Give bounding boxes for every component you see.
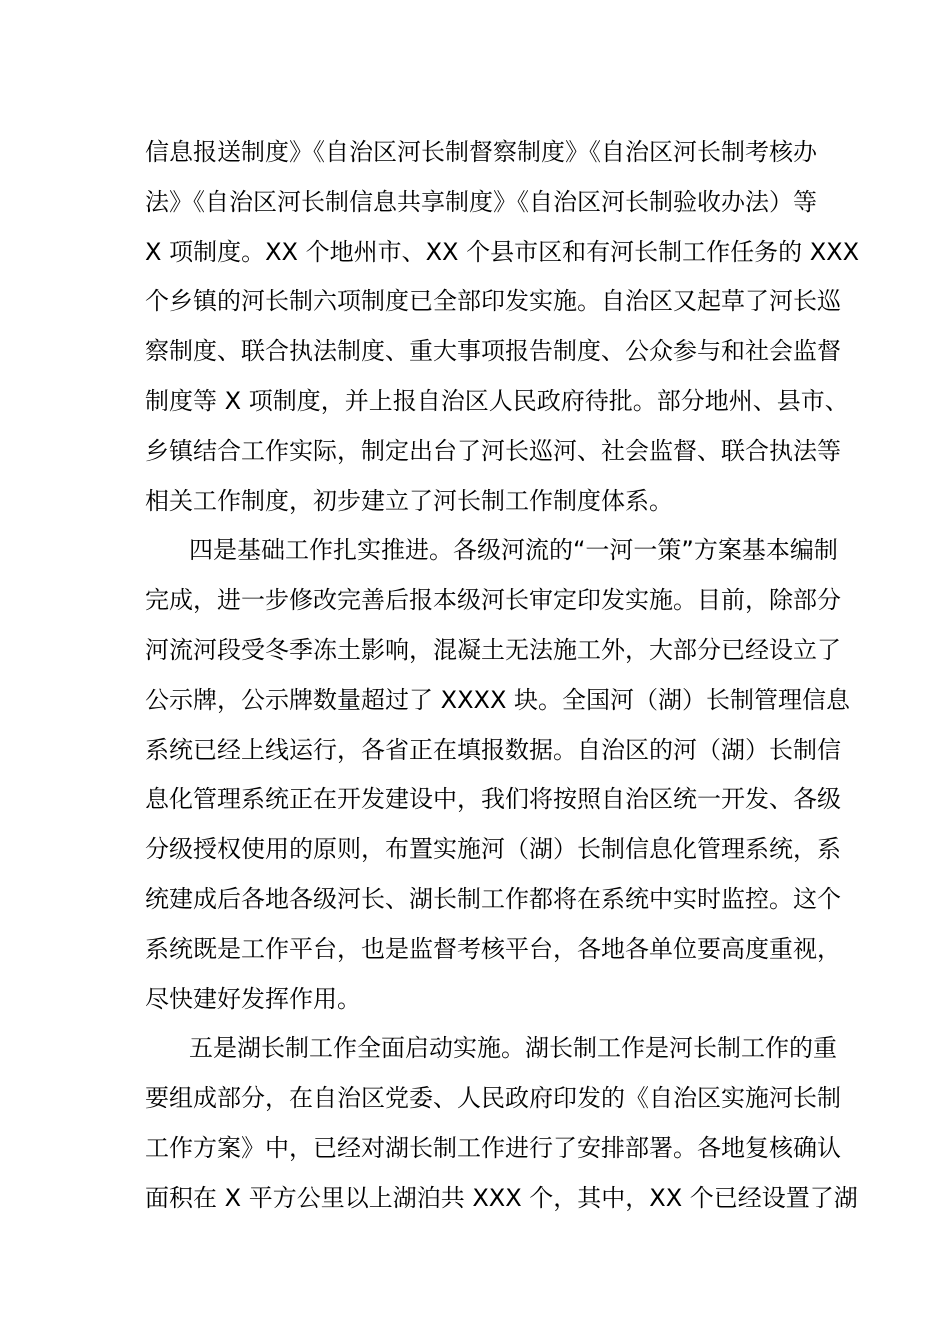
text-line: 信息报送制度》《自治区河长制督察制度》《自治区河长制考核办 [145,138,817,166]
text-line: 完成，进一步修改完善后报本级河长审定印发实施。目前，除部分 [145,586,841,615]
text-line: 统建成后各地各级河长、湖长制工作都将在系统中实时监控。这个 [145,884,841,913]
text-line: X 项制度。XX 个地州市、XX 个县市区和有河长制工作任务的 XXX [145,237,860,266]
text-line: 相关工作制度，初步建立了河长制工作制度体系。 [145,486,673,515]
text-line: 要组成部分，在自治区党委、人民政府印发的《自治区实施河长制 [145,1084,841,1113]
text-line: 系统已经上线运行，各省正在填报数据。自治区的河（湖）长制信 [145,735,841,764]
body-text [145,128,860,1224]
text-line: 面积在 X 平方公里以上湖泊共 XXX 个，其中，XX 个已经设置了湖 [145,1183,858,1212]
text-line: 法》《自治区河长制信息共享制度》《自治区河长制验收办法）等 [145,187,817,216]
text-line: 分级授权使用的原则，布置实施河（湖）长制信息化管理系统，系 [145,835,841,864]
paragraph-1 [145,128,860,526]
text-line: 系统既是工作平台，也是监督考核平台，各地各单位要高度重视， [145,934,841,963]
paragraph-2 [145,526,851,1024]
text-line: 工作方案》中，已经对湖长制工作进行了安排部署。各地复核确认 [145,1133,841,1162]
text-line: 察制度、联合执法制度、重大事项报告制度、公众参与和社会监督 [145,337,841,366]
text-line: 制度等 X 项制度，并上报自治区人民政府待批。部分地州、县市、 [145,386,849,415]
text-line: 五是湖长制工作全面启动实施。湖长制工作是河长制工作的重 [189,1034,837,1063]
text-line: 尽快建好发挥作用。 [145,984,361,1013]
text-line: 个乡镇的河长制六项制度已全部印发实施。自治区又起草了河长巡 [145,287,841,316]
text-line: 公示牌，公示牌数量超过了 XXXX 块。全国河（湖）长制管理信息 [145,685,851,714]
text-line: 四是基础工作扎实推进。各级河流的“一河一策”方案基本编制 [189,536,838,565]
text-line: 息化管理系统正在开发建设中，我们将按照自治区统一开发、各级 [145,785,841,814]
text-line: 河流河段受冬季冻土影响，混凝土无法施工外，大部分已经设立了 [145,635,841,664]
paragraph-3 [145,1024,858,1223]
text-line: 乡镇结合工作实际，制定出台了河长巡河、社会监督、联合执法等 [145,436,841,465]
